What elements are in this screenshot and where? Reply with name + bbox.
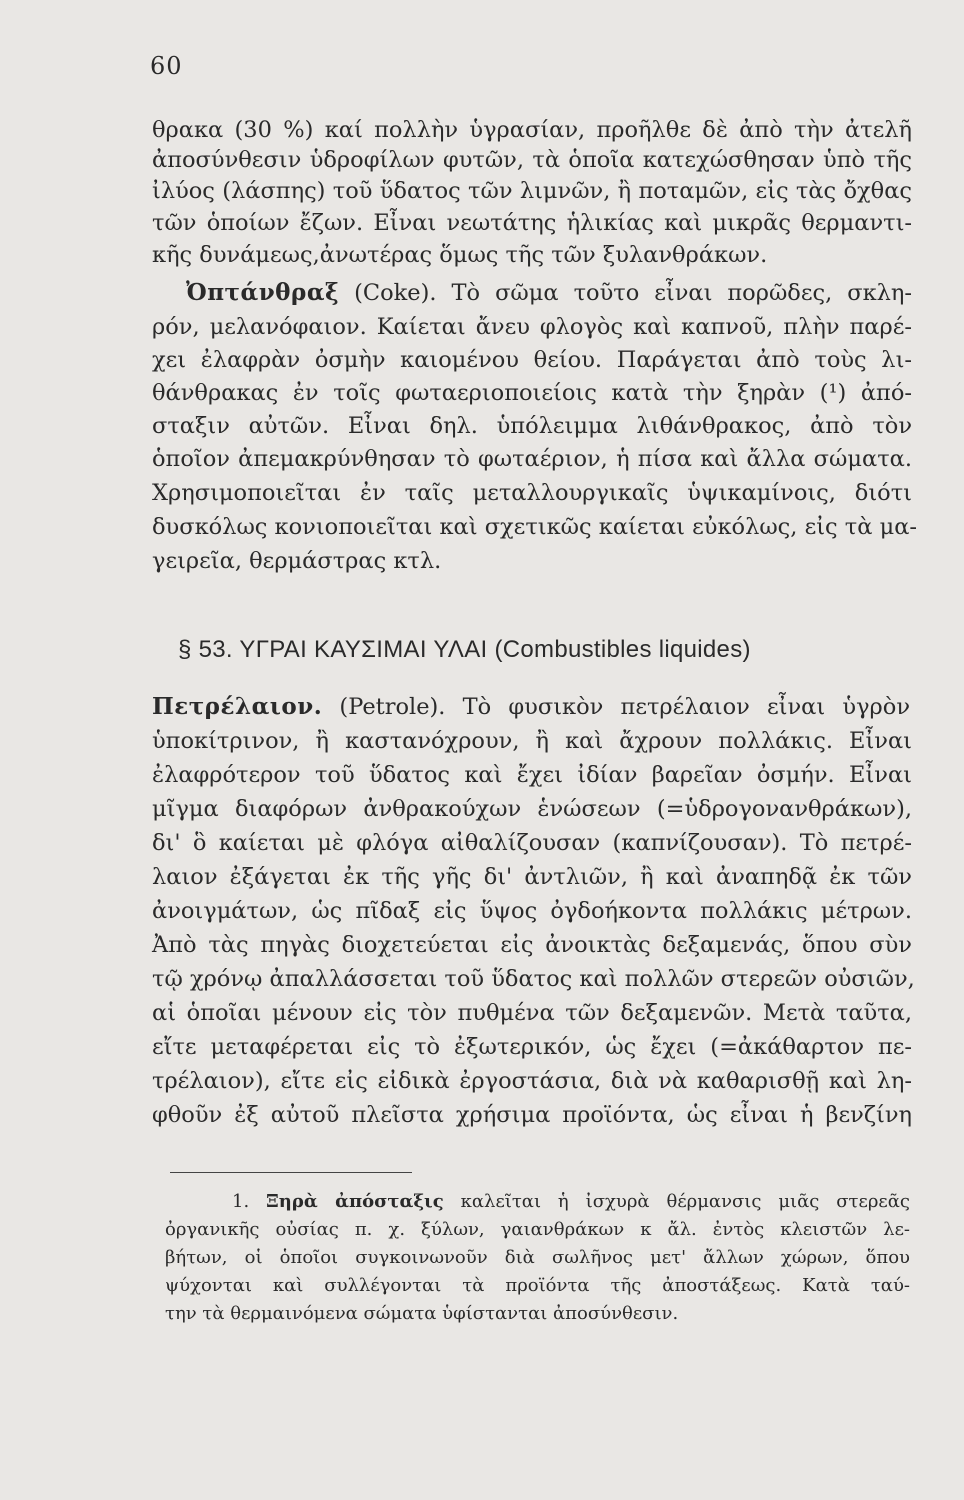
page-number: 60 [150, 52, 183, 80]
footnote-rule [170, 1172, 412, 1173]
paragraph-line: μῖγμα διαφόρων ἀνθρακούχων ἑνώσεων (=ὑδρογονανθράκων), [152, 796, 912, 822]
term-coke: Ὀπτάνθραξ [186, 279, 340, 306]
paragraph-line: κῆς δυνάμεως,ἀνωτέρας ὅμως τῆς τῶν ξυλανθράκων. [152, 242, 768, 268]
paragraph-line: αἱ ὁποῖαι μένουν εἰς τὸν πυθμένα τῶν δεξαμενῶν. Μετὰ ταῦτα, [152, 1000, 912, 1026]
paragraph-line: τρέλαιον), εἴτε εἰς εἰδικὰ ἐργοστάσια, διὰ νὰ καθαρισθῇ καὶ λη- [152, 1068, 912, 1094]
paragraph-line: ὁποῖον ἀπεμακρύνθησαν τὸ φωταέριον, ἡ πίσα καὶ ἄλλα σώματα. [152, 446, 912, 472]
section-heading: § 53. ΥΓΡΑΙ ΚΑΥΣΙΜΑΙ ΥΛΑΙ (Combustibles liquides) [178, 636, 751, 663]
paragraph-line: θάνθρακας ἐν τοῖς φωταεριοποιείοις κατὰ τὴν ξηρὰν (¹) ἀπό- [152, 380, 912, 406]
footnote-term: Ξηρὰ ἀπόσταξις [266, 1191, 444, 1212]
paragraph-line: Ὀπτάνθραξ (Coke). Τὸ σῶμα τοῦτο εἶναι πορῶδες, σκλη- [186, 279, 912, 306]
paragraph-line: δι' ὃ καίεται μὲ φλόγα αἰθαλίζουσαν (καπνίζουσαν). Τὸ πετρέ- [152, 830, 912, 856]
paragraph-line: χει ἐλαφρὰν ὀσμὴν καιομένου θείου. Παράγεται ἀπὸ τοὺς λι- [152, 347, 912, 373]
footnote-line: ὀργανικῆς οὐσίας π. χ. ξύλων, γαιανθράκων κ ἄλ. ἐντὸς κλειστῶν λε- [165, 1219, 910, 1240]
footnote-line: ψύχονται καὶ συλλέγονται τὰ προϊόντα τῆς ἀποστάξεως. Κατὰ ταύ- [165, 1275, 910, 1296]
paragraph-line: τῶν ὁποίων ἔζων. Εἶναι νεωτάτης ἡλικίας καὶ μικρᾶς θερμαντι- [152, 210, 912, 236]
paragraph-line: Ἀπὸ τὰς πηγὰς διοχετεύεται εἰς ἀνοικτὰς δεξαμενάς, ὅπου σὺν [152, 932, 912, 958]
paragraph-line: ἀποσύνθεσιν ὑδροφίλων φυτῶν, τὰ ὁποῖα κατεχώσθησαν ὑπὸ τῆς [152, 147, 912, 173]
term-petroleum: Πετρέλαιον. [152, 693, 323, 720]
paragraph-line: τῷ χρόνῳ ἀπαλλάσσεται τοῦ ὕδατος καὶ πολλῶν στερεῶν οὐσιῶν, [152, 966, 915, 992]
paragraph-line: δυσκόλως κονιοποιεῖται καὶ σχετικῶς καίεται εὐκόλως, εἰς τὰ μα- [152, 514, 918, 540]
footnote-line: την τὰ θερμαινόμενα σώματα ὑφίστανται ἀποσύνθεσιν. [165, 1303, 679, 1324]
footnote-marker: 1. [232, 1191, 267, 1212]
footnote-line: βήτων, οἱ ὁποῖοι συγκοινωνοῦν διὰ σωλῆνος μετ' ἄλλων χώρων, ὅπου [165, 1247, 910, 1268]
paragraph-line: ἐλαφρότερον τοῦ ὕδατος καὶ ἔχει ἰδίαν βαρεῖαν ὀσμήν. Εἶναι [152, 762, 912, 788]
paragraph-line: γειρεῖα, θερμάστρας κτλ. [152, 548, 442, 574]
paragraph-line: φθοῦν ἐξ αὐτοῦ πλεῖστα χρήσιμα προϊόντα, ὡς εἶναι ἡ βενζίνη [152, 1102, 912, 1128]
paragraph-line: ὑποκίτρινον, ἢ καστανόχρουν, ἢ καὶ ἄχρουν πολλάκις. Εἶναι [152, 728, 912, 754]
paragraph-line: λαιον ἐξάγεται ἐκ τῆς γῆς δι' ἀντλιῶν, ἢ καὶ ἀναπηδᾷ ἐκ τῶν [152, 864, 912, 890]
paragraph-line: σταξιν αὐτῶν. Εἶναι δηλ. ὑπόλειμμα λιθάνθρακος, ἀπὸ τὸν [152, 413, 912, 439]
paragraph-line: ἀνοιγμάτων, ὡς πῖδαξ εἰς ὕψος ὀγδοήκοντα πολλάκις μέτρων. [152, 898, 912, 924]
paragraph-line: ἰλύος (λάσπης) τοῦ ὕδατος τῶν λιμνῶν, ἢ ποταμῶν, εἰς τὰς ὄχθας [152, 178, 912, 204]
footnote-line: 1. Ξηρὰ ἀπόσταξις καλεῖται ἡ ἰσχυρὰ θέρμανσις μιᾶς στερεᾶς [232, 1191, 910, 1212]
paragraph-line: ρόν, μελανόφαιον. Καίεται ἄνευ φλογὸς καὶ καπνοῦ, πλὴν παρέ- [152, 314, 912, 340]
paragraph-line: Χρησιμοποιεῖται ἐν ταῖς μεταλλουργικαῖς ὑψικαμίνοις, διότι [152, 480, 912, 506]
paragraph-line: Πετρέλαιον. (Petrole). Τὸ φυσικὸν πετρέλαιον εἶναι ὑγρὸν [152, 693, 910, 720]
paragraph-line: εἴτε μεταφέρεται εἰς τὸ ἐξωτερικόν, ὡς ἔχει (=ἀκάθαρτον πε- [152, 1034, 912, 1060]
paragraph-line: θρακα (30 %) καί πολλὴν ὑγρασίαν, προῆλθε δὲ ἀπὸ τὴν ἀτελῆ [152, 117, 912, 143]
